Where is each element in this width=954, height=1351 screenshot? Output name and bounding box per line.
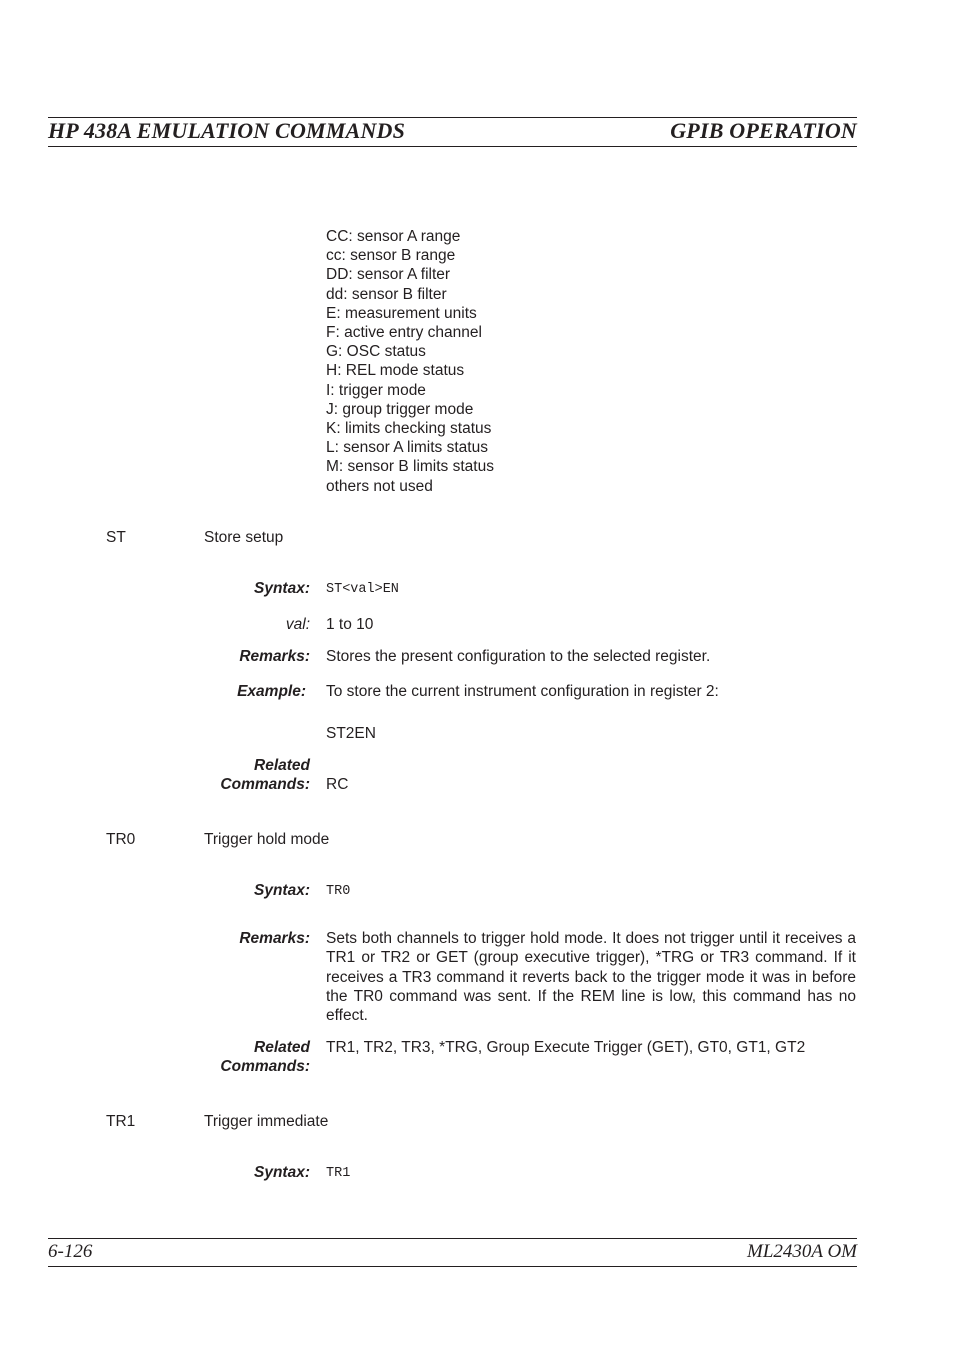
footer-top-rule [48,1238,857,1239]
syntax-value: TR1 [326,1166,351,1181]
list-item: cc: sensor B range [326,247,456,265]
command-title: Store setup [204,529,284,546]
page-number: 6-126 [48,1241,93,1262]
example-label: Example: [237,683,306,700]
syntax-value: ST<val>EN [326,582,399,597]
header-left-title: HP 438A EMULATION COMMANDS [48,118,406,143]
list-item: others not used [326,477,433,495]
related-commands: TR1, TR2, TR3, *TRG, Group Execute Trigger (GET), GT0, GT1, GT2 [326,1039,806,1056]
list-item: dd: sensor B filter [326,285,447,303]
command-name: ST [106,529,126,546]
syntax-label: Syntax: [254,1164,310,1181]
command-title: Trigger hold mode [204,831,330,848]
command-name: TR1 [106,1113,136,1130]
header-bottom-rule [48,146,857,147]
document-id: ML2430A OM [747,1241,857,1262]
syntax-label: Syntax: [254,882,310,899]
list-item: G: OSC status [326,343,426,361]
list-item: H: REL mode status [326,362,465,380]
related-label: Related [254,1039,310,1056]
list-item: L: sensor A limits status [326,439,488,457]
example-text: To store the current instrument configuration in register 2: [326,683,719,700]
status-field-list [326,227,494,496]
related-label: Related [254,757,310,774]
list-item: F: active entry channel [326,324,482,342]
remarks-label: Remarks: [239,930,310,947]
list-item: E: measurement units [326,304,477,322]
remarks-label: Remarks: [239,648,310,665]
list-item: DD: sensor A filter [326,266,451,284]
header-right-title: GPIB OPERATION [670,118,857,143]
val-label: val: [285,616,310,633]
list-item: I: trigger mode [326,381,426,399]
remarks-text: Sets both channels to trigger hold mode. It does not trigger until it receives a TR1 or TR2 or GET (group executive trigger), *TRG or TR3 command. If it receives a TR3 command it reverts back to the trigger mode it was in before the TR0 command was sent. If the REM line is low, this command has no effect. [326,930,856,1025]
remarks-text: Stores the present configuration to the selected register. [326,648,711,665]
commands-label: Commands: [220,776,310,793]
commands-label: Commands: [220,1058,310,1075]
val-value: 1 to 10 [326,616,374,633]
example-code: ST2EN [326,725,376,742]
syntax-value: TR0 [326,884,351,899]
command-name: TR0 [106,831,136,848]
list-item: J: group trigger mode [326,400,474,418]
footer-bottom-rule [48,1266,857,1267]
list-item: CC: sensor A range [326,228,461,245]
list-item: K: limits checking status [326,420,492,438]
syntax-label: Syntax: [254,580,310,597]
list-item: M: sensor B limits status [326,458,494,476]
command-title: Trigger immediate [204,1113,329,1130]
related-commands: RC [326,776,349,793]
